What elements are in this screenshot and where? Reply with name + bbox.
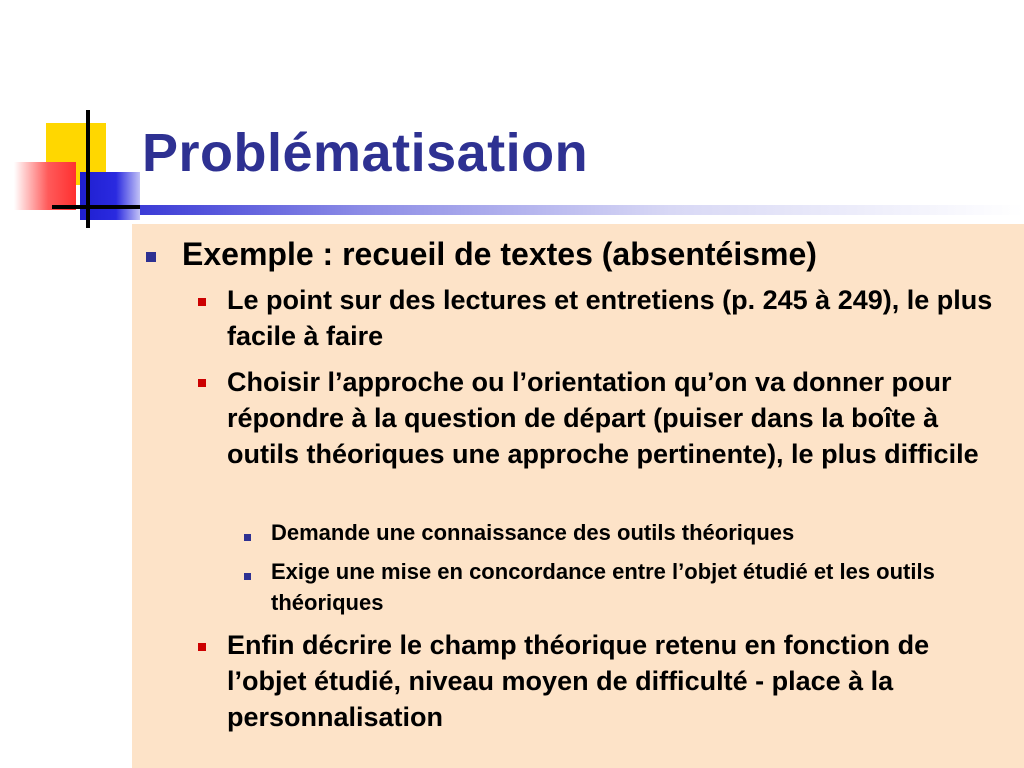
bullet-square-icon (244, 573, 251, 580)
vertical-line (86, 110, 90, 228)
bullet-square-icon (198, 298, 206, 306)
bullet-level2-text: Enfin décrire le champ théorique retenu en fonction de l’objet étudié, niveau moyen de difficulté - place à la personnalisation (227, 630, 930, 732)
bullet-square-icon (198, 379, 206, 387)
decorative-logo (0, 0, 180, 240)
content-panel (132, 224, 1024, 768)
slide-title: Problématisation (142, 123, 589, 183)
horizontal-line (52, 205, 148, 209)
bullet-level3-text: Demande une connaissance des outils théoriques (271, 520, 795, 545)
red-square (14, 162, 76, 210)
bullet-square-icon (244, 534, 251, 541)
title-underline (140, 205, 1024, 215)
bullet-level2-text: Choisir l’approche ou l’orientation qu’on va donner pour répondre à la question de départ (puiser dans la boîte à outils théoriques une approche pertinente), le plus difficile (227, 367, 979, 469)
bullet-square-icon (146, 252, 156, 262)
bullet-level3-text: Exige une mise en concordance entre l’objet étudié et les outils théoriques (271, 559, 935, 615)
bullet-square-icon (198, 643, 206, 651)
bullet-level2-text: Le point sur des lectures et entretiens (p. 245 à 249), le plus facile à faire (227, 285, 993, 351)
bullet-level1-text: Exemple : recueil de textes (absentéisme) (182, 236, 817, 272)
